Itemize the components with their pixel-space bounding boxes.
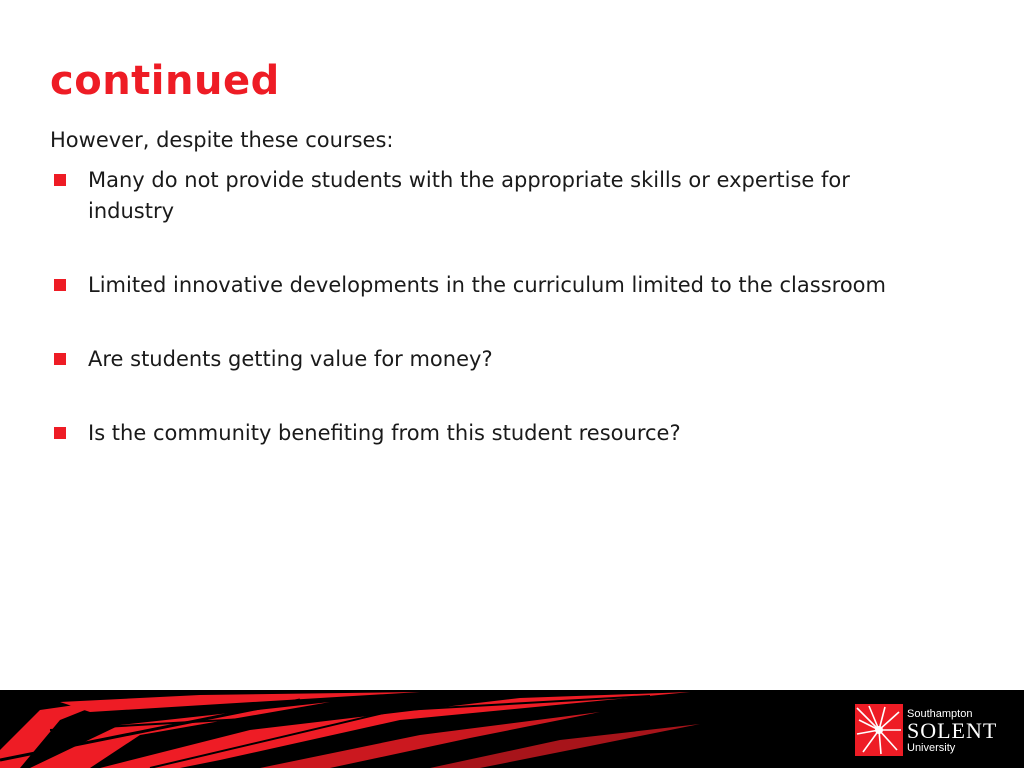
bullet-text: Many do not provide students with the appropriate skills or expertise for industry — [88, 168, 850, 223]
bullet-item — [50, 165, 900, 227]
logo-line-university: University — [907, 742, 956, 754]
bullet-item — [50, 344, 900, 375]
bullet-text: Limited innovative developments in the curriculum limited to the classroom — [88, 273, 886, 297]
logo-line-solent: SOLENT — [907, 718, 998, 743]
red-swoosh-graphic — [0, 690, 760, 768]
bullet-text: Are students getting value for money? — [88, 347, 493, 371]
bullet-square-icon — [54, 279, 66, 291]
logo-line-southampton: Southampton — [907, 708, 973, 720]
bullet-square-icon — [54, 427, 66, 439]
slide-title: continued — [50, 58, 280, 104]
starburst-logo-icon — [855, 704, 903, 756]
logo-wordmark — [907, 708, 997, 754]
bullet-text: Is the community benefiting from this student resource? — [88, 421, 681, 445]
bullet-square-icon — [54, 353, 66, 365]
intro-text: However, despite these courses: — [50, 128, 394, 152]
bullet-list — [50, 165, 900, 492]
bullet-item — [50, 418, 900, 449]
footer-banner — [0, 690, 1024, 768]
bullet-square-icon — [54, 174, 66, 186]
bullet-item — [50, 270, 900, 301]
solent-university-logo — [855, 698, 1015, 760]
